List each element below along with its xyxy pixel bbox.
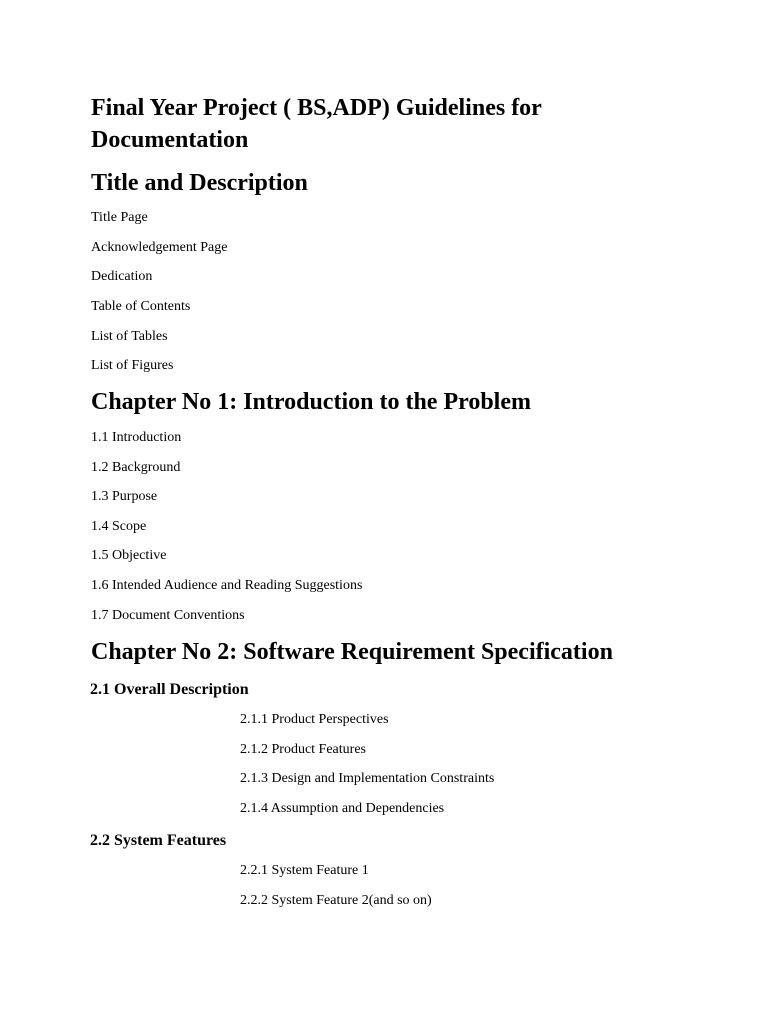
- list-item: 1.7 Document Conventions: [91, 608, 245, 623]
- list-item: 1.3 Purpose: [91, 489, 158, 504]
- subsection-heading-2-2: 2.2 System Features: [90, 832, 227, 849]
- list-item: 2.1.3 Design and Implementation Constraints: [240, 771, 495, 786]
- list-item: Table of Contents: [91, 299, 191, 314]
- document-title: Final Year Project ( BS,ADP) Guidelines for Documentation: [91, 95, 542, 153]
- list-item: 2.1.1 Product Perspectives: [240, 712, 389, 727]
- list-item: 1.4 Scope: [91, 519, 147, 534]
- chapter-heading-2: Chapter No 2: Software Requirement Specification: [91, 639, 613, 665]
- list-item: 2.2.1 System Feature 1: [240, 863, 369, 878]
- list-item: 2.2.2 System Feature 2(and so on): [240, 893, 432, 908]
- list-item: 1.1 Introduction: [91, 430, 182, 445]
- section-heading-title-description: Title and Description: [91, 170, 308, 196]
- list-item: 1.5 Objective: [91, 548, 167, 563]
- subsection-heading-2-1: 2.1 Overall Description: [90, 681, 249, 698]
- chapter-heading-1: Chapter No 1: Introduction to the Problem: [91, 389, 531, 415]
- list-item: List of Figures: [91, 358, 174, 373]
- list-item: 1.2 Background: [91, 460, 181, 475]
- list-item: 2.1.4 Assumption and Dependencies: [240, 801, 445, 816]
- list-item: Acknowledgement Page: [91, 240, 228, 255]
- list-item: 1.6 Intended Audience and Reading Suggestions: [91, 578, 363, 593]
- list-item: Dedication: [91, 269, 153, 284]
- list-item: Title Page: [91, 210, 148, 225]
- list-item: List of Tables: [91, 329, 168, 344]
- list-item: 2.1.2 Product Features: [240, 742, 366, 757]
